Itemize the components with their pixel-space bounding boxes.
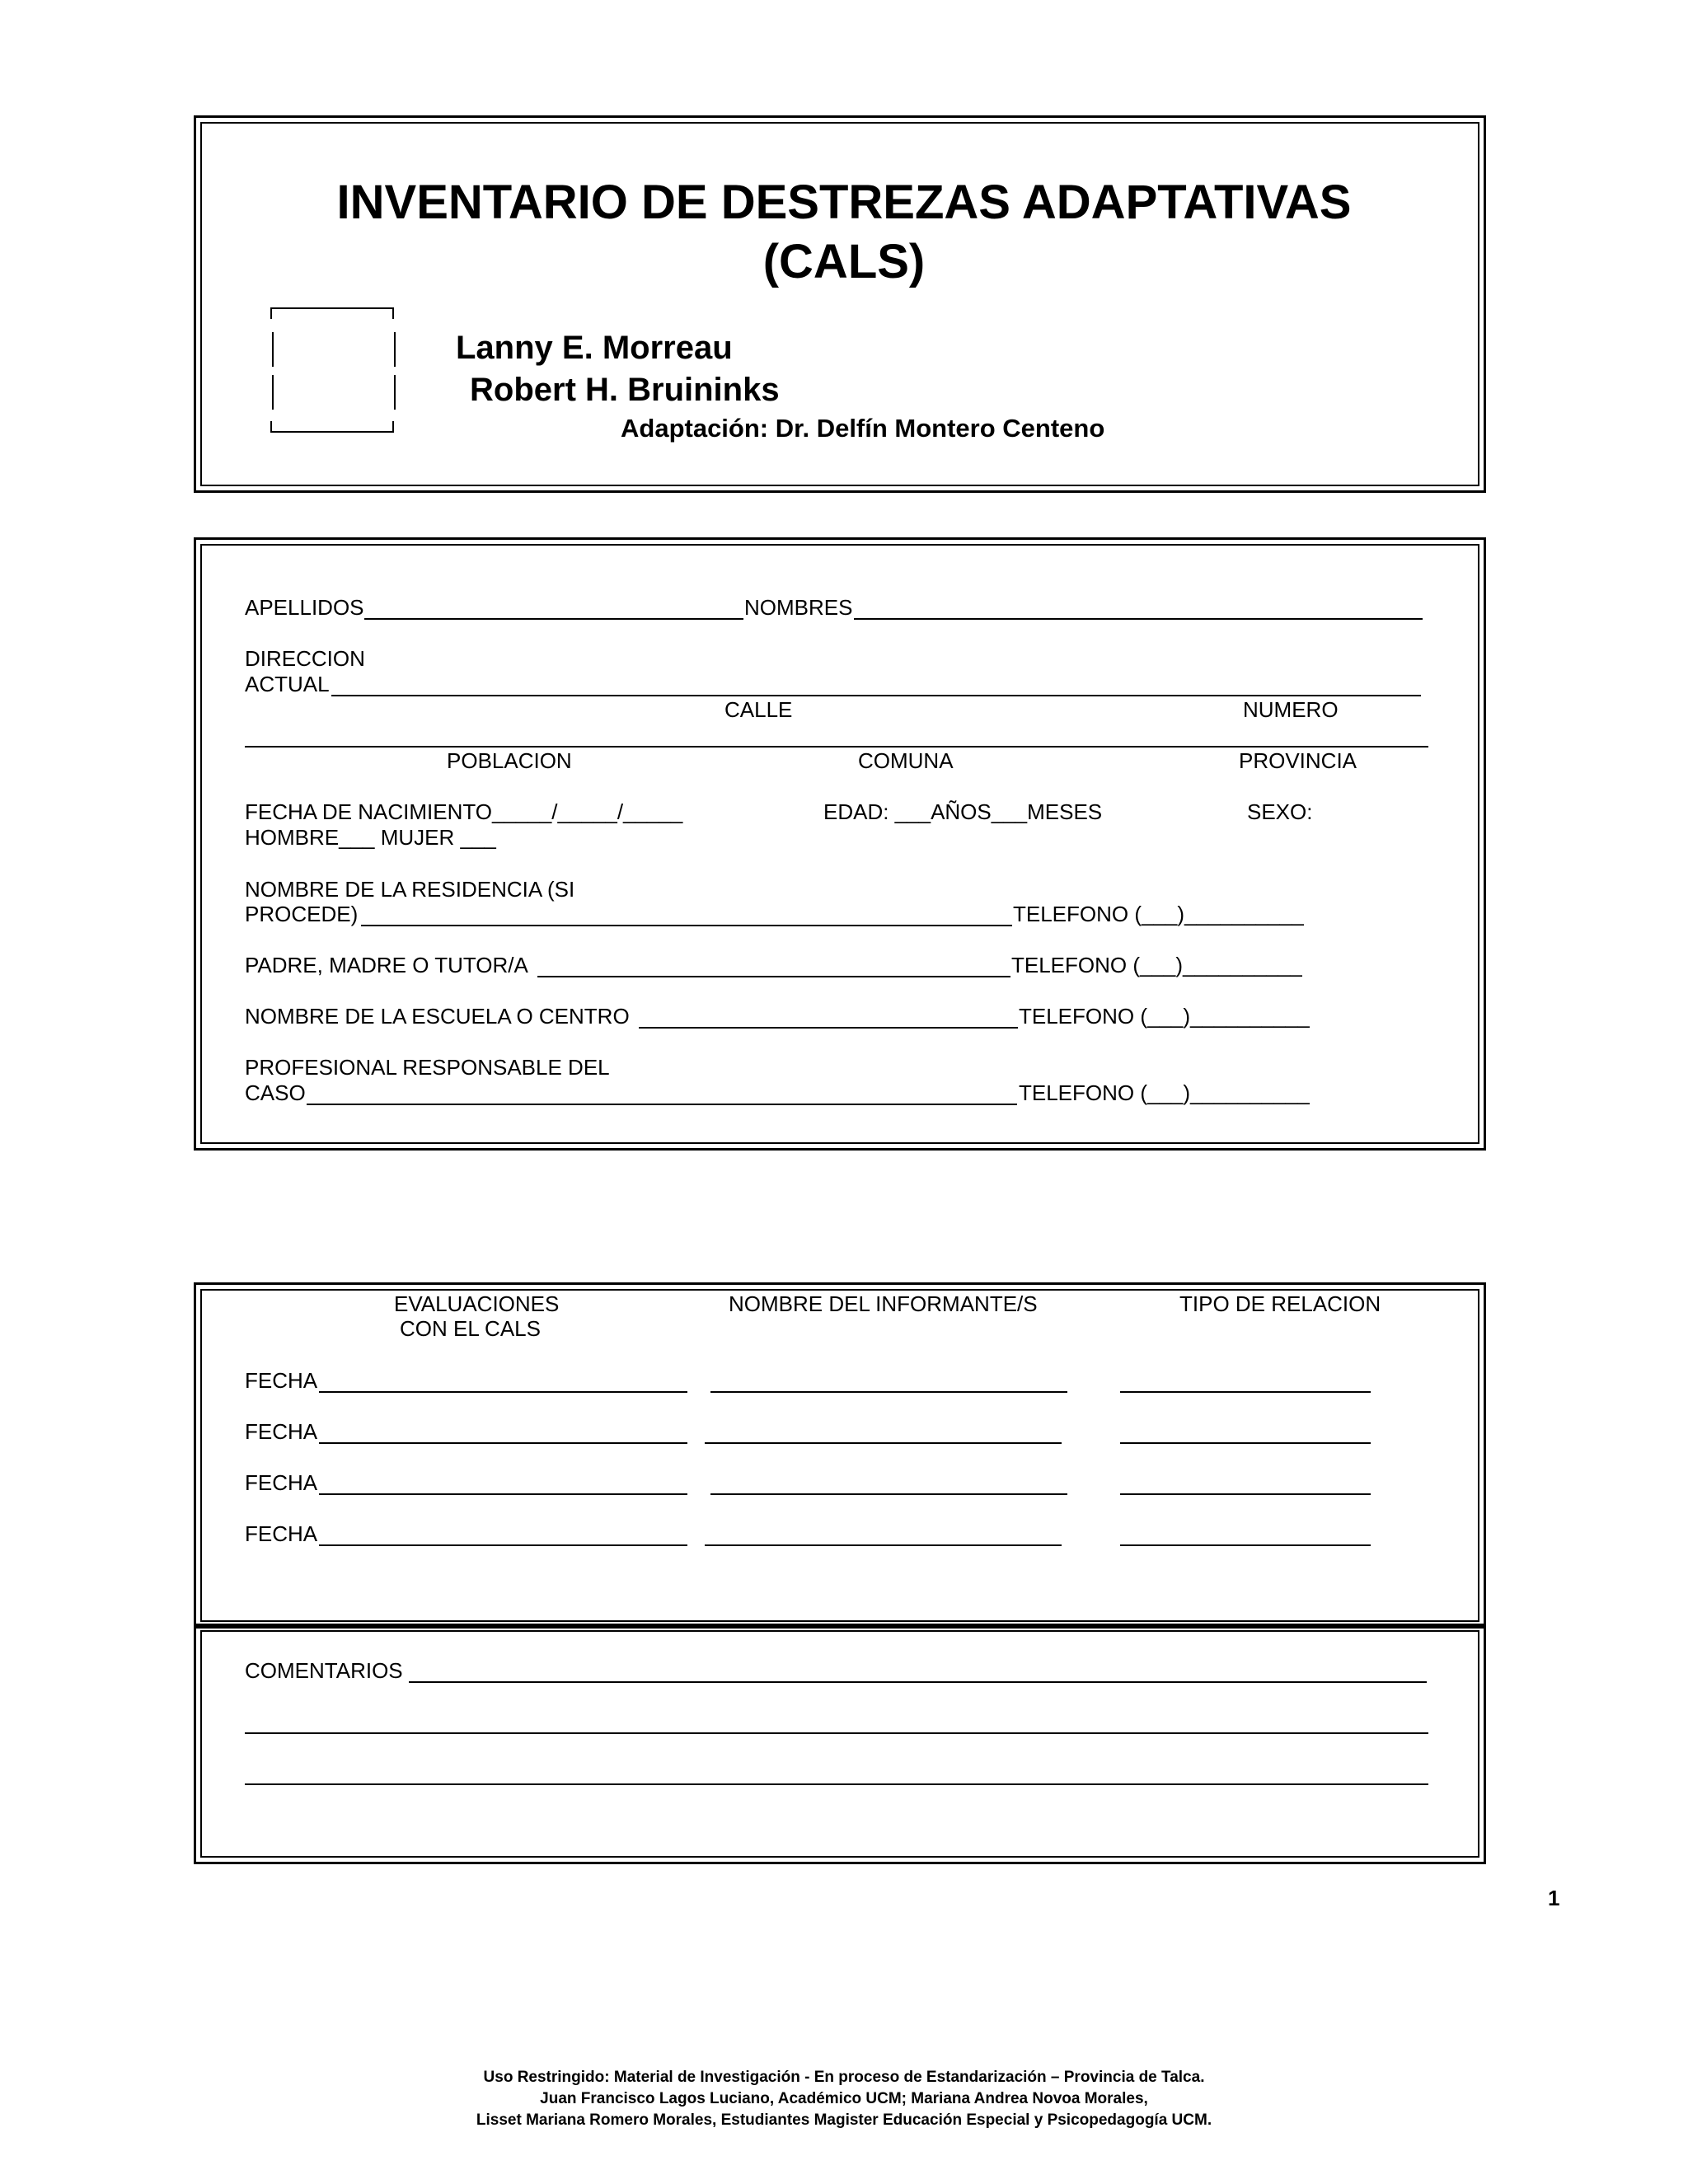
residencia-telefono[interactable]: TELEFONO (___)__________: [1013, 902, 1304, 926]
escuela-label: NOMBRE DE LA ESCUELA O CENTRO: [245, 1004, 630, 1029]
evaluacion-relacion-field-2[interactable]: [1120, 1442, 1371, 1444]
footer-line-1: Uso Restringido: Material de Investigación - En proceso de Estandarización – Provincia de Talca.: [483, 2069, 1205, 2086]
profesional-label-line1: PROFESIONAL RESPONSABLE DEL: [245, 1055, 610, 1080]
apellidos-label: APELLIDOS: [245, 595, 364, 620]
evaluacion-fecha-label-4: FECHA: [245, 1521, 318, 1546]
evaluacion-informante-field-3[interactable]: [710, 1493, 1067, 1495]
residencia-field[interactable]: [361, 925, 1012, 926]
hombre-mujer-field[interactable]: HOMBRE___ MUJER ___: [245, 825, 496, 850]
evaluacion-fecha-label-2: FECHA: [245, 1419, 318, 1444]
photo-right-edge-bottom: [392, 421, 394, 433]
direccion-field[interactable]: [331, 695, 1421, 696]
adaptation-credit: Adaptación: Dr. Delfín Montero Centeno: [621, 414, 1105, 443]
residencia-label-line1: NOMBRE DE LA RESIDENCIA (SI: [245, 877, 575, 902]
photo-left-edge-bottom: [270, 421, 272, 433]
evaluacion-fecha-field-4[interactable]: [319, 1544, 687, 1546]
comuna-caption: COMUNA: [858, 748, 954, 773]
photo-top-edge: [270, 307, 392, 309]
evaluacion-relacion-field-4[interactable]: [1120, 1544, 1371, 1546]
page-number: 1: [1548, 1886, 1560, 1910]
evaluacion-fecha-field-2[interactable]: [319, 1442, 687, 1444]
profesional-telefono[interactable]: TELEFONO (___)__________: [1019, 1080, 1310, 1105]
evaluacion-informante-field-4[interactable]: [705, 1544, 1062, 1546]
evaluacion-fecha-field-3[interactable]: [319, 1493, 687, 1495]
photo-right-edge-top: [392, 307, 394, 319]
padre-telefono[interactable]: TELEFONO (___)__________: [1011, 953, 1302, 977]
padre-label: PADRE, MADRE O TUTOR/A: [245, 953, 528, 977]
informante-header: NOMBRE DEL INFORMANTE/S: [729, 1291, 1038, 1316]
author-2: Robert H. Bruininks: [470, 372, 780, 408]
comentarios-field-3[interactable]: [245, 1783, 1428, 1785]
photo-right-bar-2: [394, 375, 396, 410]
calle-caption: CALLE: [724, 697, 793, 722]
photo-placeholder: [270, 307, 394, 433]
fecha-nacimiento-field[interactable]: FECHA DE NACIMIENTO_____/_____/_____: [245, 799, 683, 824]
photo-bottom-edge: [270, 431, 392, 433]
numero-caption: NUMERO: [1243, 697, 1339, 722]
photo-right-bar-1: [394, 332, 396, 367]
evaluacion-fecha-label-1: FECHA: [245, 1368, 318, 1393]
photo-left-bar-1: [272, 332, 274, 367]
tipo-relacion-header: TIPO DE RELACION: [1179, 1291, 1381, 1316]
actual-label: ACTUAL: [245, 672, 330, 696]
padre-field[interactable]: [537, 976, 1010, 977]
evaluaciones-header-line1: EVALUACIONES: [394, 1291, 560, 1316]
evaluacion-fecha-field-1[interactable]: [319, 1391, 687, 1393]
document-title-acronym: (CALS): [762, 235, 926, 288]
photo-left-edge-top: [270, 307, 272, 319]
footer-line-2: Juan Francisco Lagos Luciano, Académico UCM; Mariana Andrea Novoa Morales,: [540, 2090, 1148, 2107]
residencia-label-line2: PROCEDE): [245, 902, 359, 926]
footer-line-3: Lisset Mariana Romero Morales, Estudiantes Magister Educación Especial y Psicopedagogía UCM.: [476, 2111, 1212, 2129]
poblacion-caption: POBLACION: [447, 748, 572, 773]
evaluations-box: [194, 1282, 1486, 1629]
document-title: INVENTARIO DE DESTREZAS ADAPTATIVAS: [336, 176, 1352, 229]
comentarios-field-2[interactable]: [245, 1732, 1428, 1734]
photo-left-bar-2: [272, 375, 274, 410]
comentarios-field-1[interactable]: [409, 1681, 1427, 1683]
direccion-label: DIRECCION: [245, 646, 365, 671]
comentarios-label: COMENTARIOS: [245, 1658, 403, 1683]
edad-field[interactable]: EDAD: ___AÑOS___MESES: [823, 799, 1103, 824]
nombres-label: NOMBRES: [744, 595, 853, 620]
evaluations-box-inner-border: [200, 1289, 1479, 1622]
profesional-field[interactable]: [307, 1104, 1017, 1105]
provincia-caption: PROVINCIA: [1239, 748, 1357, 773]
poblacion-comuna-provincia-field[interactable]: [245, 746, 1428, 748]
nombres-field[interactable]: [854, 618, 1423, 620]
author-1: Lanny E. Morreau: [456, 330, 733, 366]
evaluacion-fecha-label-3: FECHA: [245, 1470, 318, 1495]
escuela-telefono[interactable]: TELEFONO (___)__________: [1019, 1004, 1310, 1029]
sexo-label: SEXO:: [1247, 799, 1313, 824]
escuela-field[interactable]: [639, 1027, 1018, 1029]
evaluacion-relacion-field-1[interactable]: [1120, 1391, 1371, 1393]
evaluacion-informante-field-2[interactable]: [705, 1442, 1062, 1444]
evaluaciones-header-line2: CON EL CALS: [400, 1316, 541, 1341]
evaluacion-relacion-field-3[interactable]: [1120, 1493, 1371, 1495]
profesional-label-line2: CASO: [245, 1080, 306, 1105]
evaluacion-informante-field-1[interactable]: [710, 1391, 1067, 1393]
apellidos-field[interactable]: [364, 618, 743, 620]
